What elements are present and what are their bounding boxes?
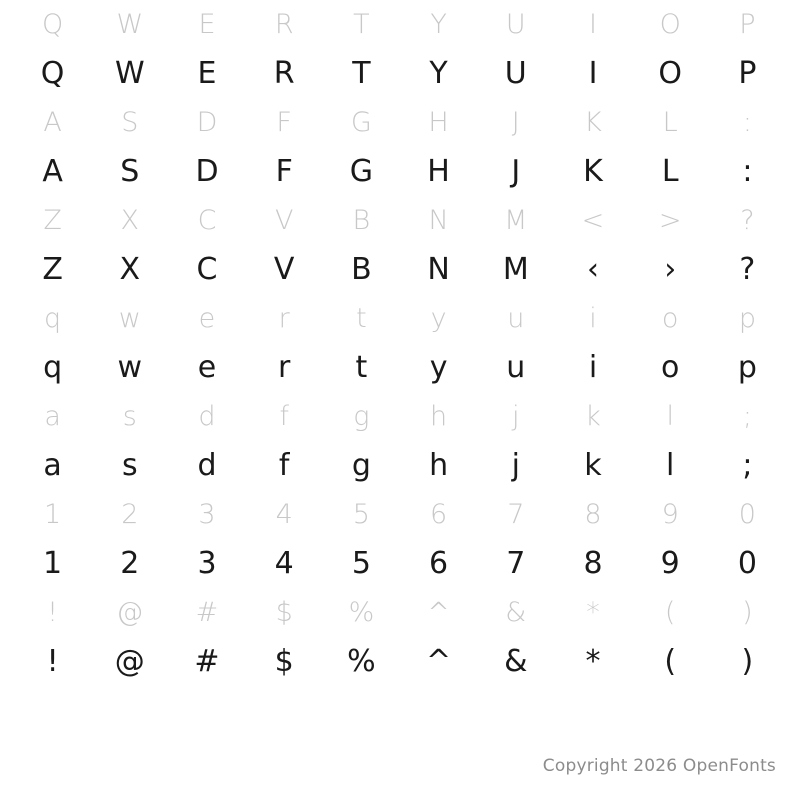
reference-glyph: @ — [116, 597, 144, 628]
sample-glyph: % — [347, 643, 376, 679]
reference-glyph: r — [278, 303, 290, 334]
reference-glyph: ^ — [427, 597, 450, 628]
reference-glyph: i — [589, 303, 597, 334]
sample-glyph: 6 — [429, 545, 449, 581]
reference-glyph: 0 — [738, 499, 756, 530]
sample-glyph: M — [502, 251, 529, 287]
sample-glyph: D — [195, 153, 219, 189]
reference-glyph: w — [118, 303, 141, 334]
sample-glyph: 1 — [43, 545, 63, 581]
sample-glyph: › — [664, 251, 677, 287]
sample-glyph: d — [197, 447, 217, 483]
sample-glyph: g — [351, 447, 371, 483]
sample-glyph: ) — [741, 643, 754, 679]
sample-glyph: s — [121, 447, 138, 483]
reference-glyph: f — [279, 401, 289, 432]
reference-glyph: ! — [47, 597, 58, 628]
reference-glyph: T — [353, 9, 370, 40]
reference-glyph: 6 — [429, 499, 448, 530]
sample-glyph: @ — [114, 643, 145, 679]
reference-glyph: G — [350, 107, 372, 138]
reference-glyph: U — [505, 9, 526, 40]
sample-glyph: H — [427, 153, 450, 189]
sample-glyph: A — [42, 153, 63, 189]
sample-glyph: N — [427, 251, 450, 287]
reference-glyph: < — [581, 205, 605, 236]
sample-glyph: X — [119, 251, 141, 287]
sample-glyph: 2 — [120, 545, 140, 581]
reference-glyph: u — [507, 303, 525, 334]
sample-glyph: 3 — [197, 545, 217, 581]
sample-glyph: 4 — [274, 545, 294, 581]
sample-glyph: t — [355, 349, 368, 385]
sample-glyph: k — [584, 447, 602, 483]
reference-glyph: K — [584, 107, 602, 138]
reference-glyph: A — [43, 107, 62, 138]
reference-glyph: ) — [742, 597, 753, 628]
sample-glyph: L — [661, 153, 679, 189]
sample-glyph: l — [666, 447, 675, 483]
sample-glyph: a — [43, 447, 62, 483]
sample-glyph: P — [738, 55, 757, 91]
sample-glyph: $ — [274, 643, 294, 679]
sample-glyph: y — [429, 349, 448, 385]
sample-glyph: R — [273, 55, 295, 91]
sample-glyph: ‹ — [586, 251, 599, 287]
sample-glyph: p — [737, 349, 757, 385]
reference-glyph: W — [116, 9, 144, 40]
reference-glyph: S — [121, 107, 139, 138]
reference-glyph: P — [739, 9, 756, 40]
sample-glyph: O — [658, 55, 682, 91]
reference-glyph: t — [356, 303, 367, 334]
sample-glyph: F — [275, 153, 293, 189]
sample-glyph: # — [194, 643, 220, 679]
sample-glyph: W — [114, 55, 145, 91]
sample-glyph: ( — [664, 643, 677, 679]
reference-glyph: V — [274, 205, 294, 236]
sample-glyph: V — [273, 251, 295, 287]
sample-glyph: w — [117, 349, 143, 385]
sample-glyph: 7 — [506, 545, 526, 581]
sample-glyph: j — [511, 447, 520, 483]
sample-glyph: 9 — [660, 545, 680, 581]
sample-glyph: B — [351, 251, 372, 287]
sample-glyph: C — [196, 251, 218, 287]
reference-glyph: Y — [430, 9, 447, 40]
reference-glyph: R — [274, 9, 294, 40]
sample-glyph: U — [504, 55, 527, 91]
copyright-notice: Copyright 2026 OpenFonts — [542, 756, 776, 776]
reference-glyph: E — [198, 9, 216, 40]
reference-glyph: 3 — [198, 499, 216, 530]
sample-glyph: J — [511, 153, 521, 189]
sample-glyph: & — [504, 643, 528, 679]
reference-glyph: H — [428, 107, 449, 138]
reference-glyph: C — [197, 205, 217, 236]
reference-glyph: 1 — [44, 499, 62, 530]
sample-glyph: Z — [42, 251, 63, 287]
sample-glyph: 8 — [583, 545, 603, 581]
sample-glyph: q — [43, 349, 63, 385]
reference-glyph: d — [198, 401, 216, 432]
reference-glyph: p — [738, 303, 756, 334]
sample-glyph: ^ — [426, 643, 452, 679]
reference-glyph: 9 — [661, 499, 679, 530]
reference-glyph: Z — [43, 205, 62, 236]
sample-glyph: S — [120, 153, 140, 189]
reference-glyph: 8 — [584, 499, 602, 530]
reference-glyph: y — [430, 303, 447, 334]
reference-glyph: & — [505, 597, 527, 628]
sample-glyph: ? — [739, 251, 756, 287]
sample-glyph: T — [352, 55, 371, 91]
reference-glyph: ? — [740, 205, 755, 236]
reference-glyph: ( — [664, 597, 676, 628]
reference-glyph: s — [122, 401, 137, 432]
reference-glyph: q — [44, 303, 62, 334]
reference-glyph: % — [348, 597, 375, 628]
reference-glyph: O — [659, 9, 681, 40]
reference-glyph: F — [276, 107, 292, 138]
reference-glyph: M — [504, 205, 528, 236]
reference-glyph: # — [195, 597, 219, 628]
sample-glyph: G — [349, 153, 374, 189]
sample-glyph: 5 — [351, 545, 371, 581]
sample-glyph: i — [588, 349, 598, 385]
reference-glyph: I — [589, 9, 597, 40]
reference-glyph: B — [352, 205, 371, 236]
reference-glyph: e — [198, 303, 216, 334]
reference-glyph: 5 — [352, 499, 370, 530]
reference-glyph: * — [586, 597, 600, 628]
sample-glyph: ; — [742, 447, 753, 483]
reference-glyph: ; — [742, 401, 752, 432]
sample-glyph: * — [585, 643, 601, 679]
reference-glyph: D — [196, 107, 218, 138]
reference-glyph: X — [120, 205, 140, 236]
reference-glyph: J — [511, 107, 520, 138]
reference-glyph: N — [428, 205, 449, 236]
reference-glyph: L — [662, 107, 678, 138]
sample-glyph: : — [742, 153, 753, 189]
reference-glyph: o — [661, 303, 679, 334]
sample-glyph: K — [583, 153, 603, 189]
reference-glyph: a — [44, 401, 61, 432]
sample-glyph: Q — [40, 55, 65, 91]
reference-glyph: > — [658, 205, 682, 236]
reference-glyph: k — [585, 401, 601, 432]
reference-glyph: 4 — [275, 499, 293, 530]
sample-glyph: e — [197, 349, 217, 385]
reference-glyph: j — [512, 401, 520, 432]
sample-glyph: I — [588, 55, 598, 91]
reference-glyph: 2 — [121, 499, 139, 530]
sample-glyph: 0 — [737, 545, 757, 581]
sample-glyph: h — [429, 447, 449, 483]
reference-glyph: : — [742, 107, 752, 138]
sample-glyph: Y — [429, 55, 448, 91]
reference-glyph: $ — [275, 597, 293, 628]
reference-glyph: g — [353, 401, 370, 432]
reference-glyph: Q — [41, 9, 64, 40]
sample-glyph: ! — [46, 643, 59, 679]
reference-glyph: h — [430, 401, 448, 432]
sample-glyph: f — [278, 447, 290, 483]
sample-glyph: E — [197, 55, 217, 91]
sample-glyph: r — [278, 349, 291, 385]
reference-glyph: l — [666, 401, 674, 432]
reference-glyph: 7 — [507, 499, 525, 530]
sample-glyph: o — [661, 349, 680, 385]
sample-glyph: u — [506, 349, 526, 385]
